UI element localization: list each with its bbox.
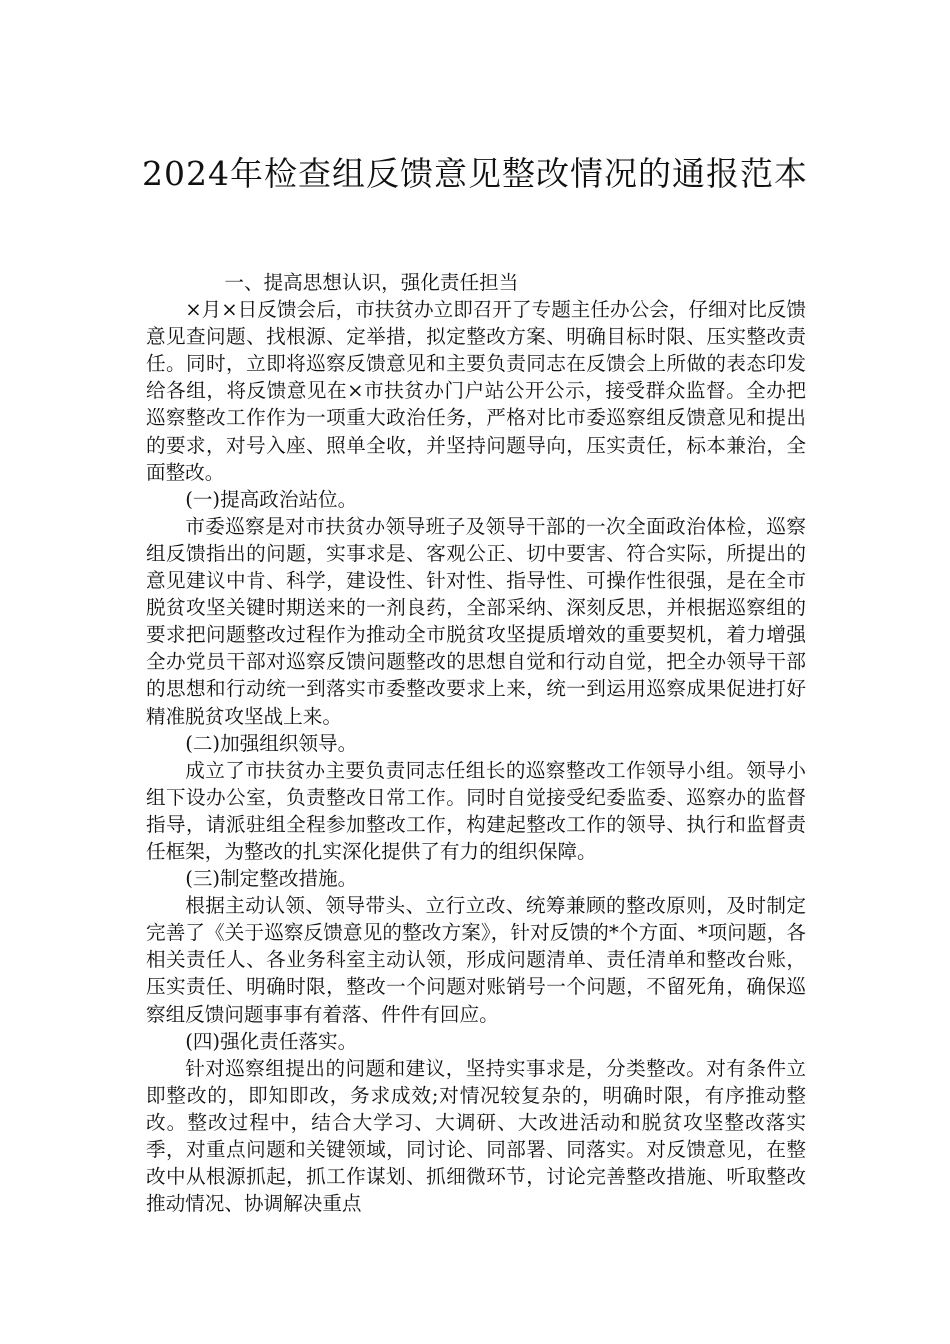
body-paragraph: 市委巡察是对市扶贫办领导班子及领导干部的一次全面政治体检，巡察组反馈指出的问题，实事求是、客观公正、切中要害、符合实际，所提出的意见建议中肯、科学，建设性、针对性、指导性、可操作性很强，是在全市脱贫攻坚关键时期送来的一剂良药，全部采纳、深刻反思，并根据巡察组的要求把问题整改过程作为推动全市脱贫攻坚提质增效的重要契机，着力增强全办党员干部对巡察反馈问题整改的思想自觉和行动自觉，把全办领导干部的思想和行动统一到落实市委整改要求上来，统一到运用巡察成果促进打好精准脱贫攻坚战上来。: [146, 514, 806, 728]
subsection-heading: (二)加强组织领导。: [185, 731, 358, 755]
subsection-heading: (一)提高政治站位。: [185, 487, 358, 511]
body-paragraph: 成立了市扶贫办主要负责同志任组长的巡察整改工作领导小组。领导小组下设办公室，负责整改日常工作。同时自觉接受纪委监委、巡察办的监督指导，请派驻组全程参加整改工作，构建起整改工作的领导、执行和监督责任框架，为整改的扎实深化提供了有力的组织保障。: [146, 758, 806, 863]
document-title: 2024年检查组反馈意见整改情况的通报范本: [142, 154, 808, 194]
document-body: [146, 269, 806, 1217]
body-paragraph: 根据主动认领、领导带头、立行立改、统筹兼顾的整改原则，及时制定完善了《关于巡察反馈意见的整改方案》，针对反馈的*个方面、*项问题，各相关责任人、各业务科室主动认领，形成问题清单、责任清单和整改台账，压实责任、明确时限，整改一个问题对账销号一个问题，不留死角，确保巡察组反馈问题事事有着落、件件有回应。: [146, 894, 806, 1026]
body-paragraph: 针对巡察组提出的问题和建议，坚持实事求是，分类整改。对有条件立即整改的，即知即改，务求成效;对情况较复杂的，明确时限，有序推动整改。整改过程中，结合大学习、大调研、大改进活动和脱贫攻坚整改落实季，对重点问题和关键领域，同讨论、同部署、同落实。对反馈意见，在整改中从根源抓起，抓工作谋划、抓细微环节，讨论完善整改措施、听取整改推动情况、协调解决重点: [146, 1056, 806, 1216]
body-paragraph: ×月×日反馈会后，市扶贫办立即召开了专题主任办公会，仔细对比反馈意见查问题、找根源、定举措，拟定整改方案、明确目标时限、压实整改责任。同时，立即将巡察反馈意见和主要负责同志在反馈会上所做的表态印发给各组，将反馈意见在×市扶贫办门户站公开公示，接受群众监督。全办把巡察整改工作作为一项重大政治任务，严格对比市委巡察组反馈意见和提出的要求，对号入座、照单全收，并坚持问题导向，压实责任，标本兼治，全面整改。: [146, 298, 806, 484]
section-heading: 一、提高思想认识，强化责任担当: [224, 271, 519, 294]
subsection-heading: (四)强化责任落实。: [185, 1029, 358, 1053]
subsection-heading: (三)制定整改措施。: [185, 867, 358, 891]
